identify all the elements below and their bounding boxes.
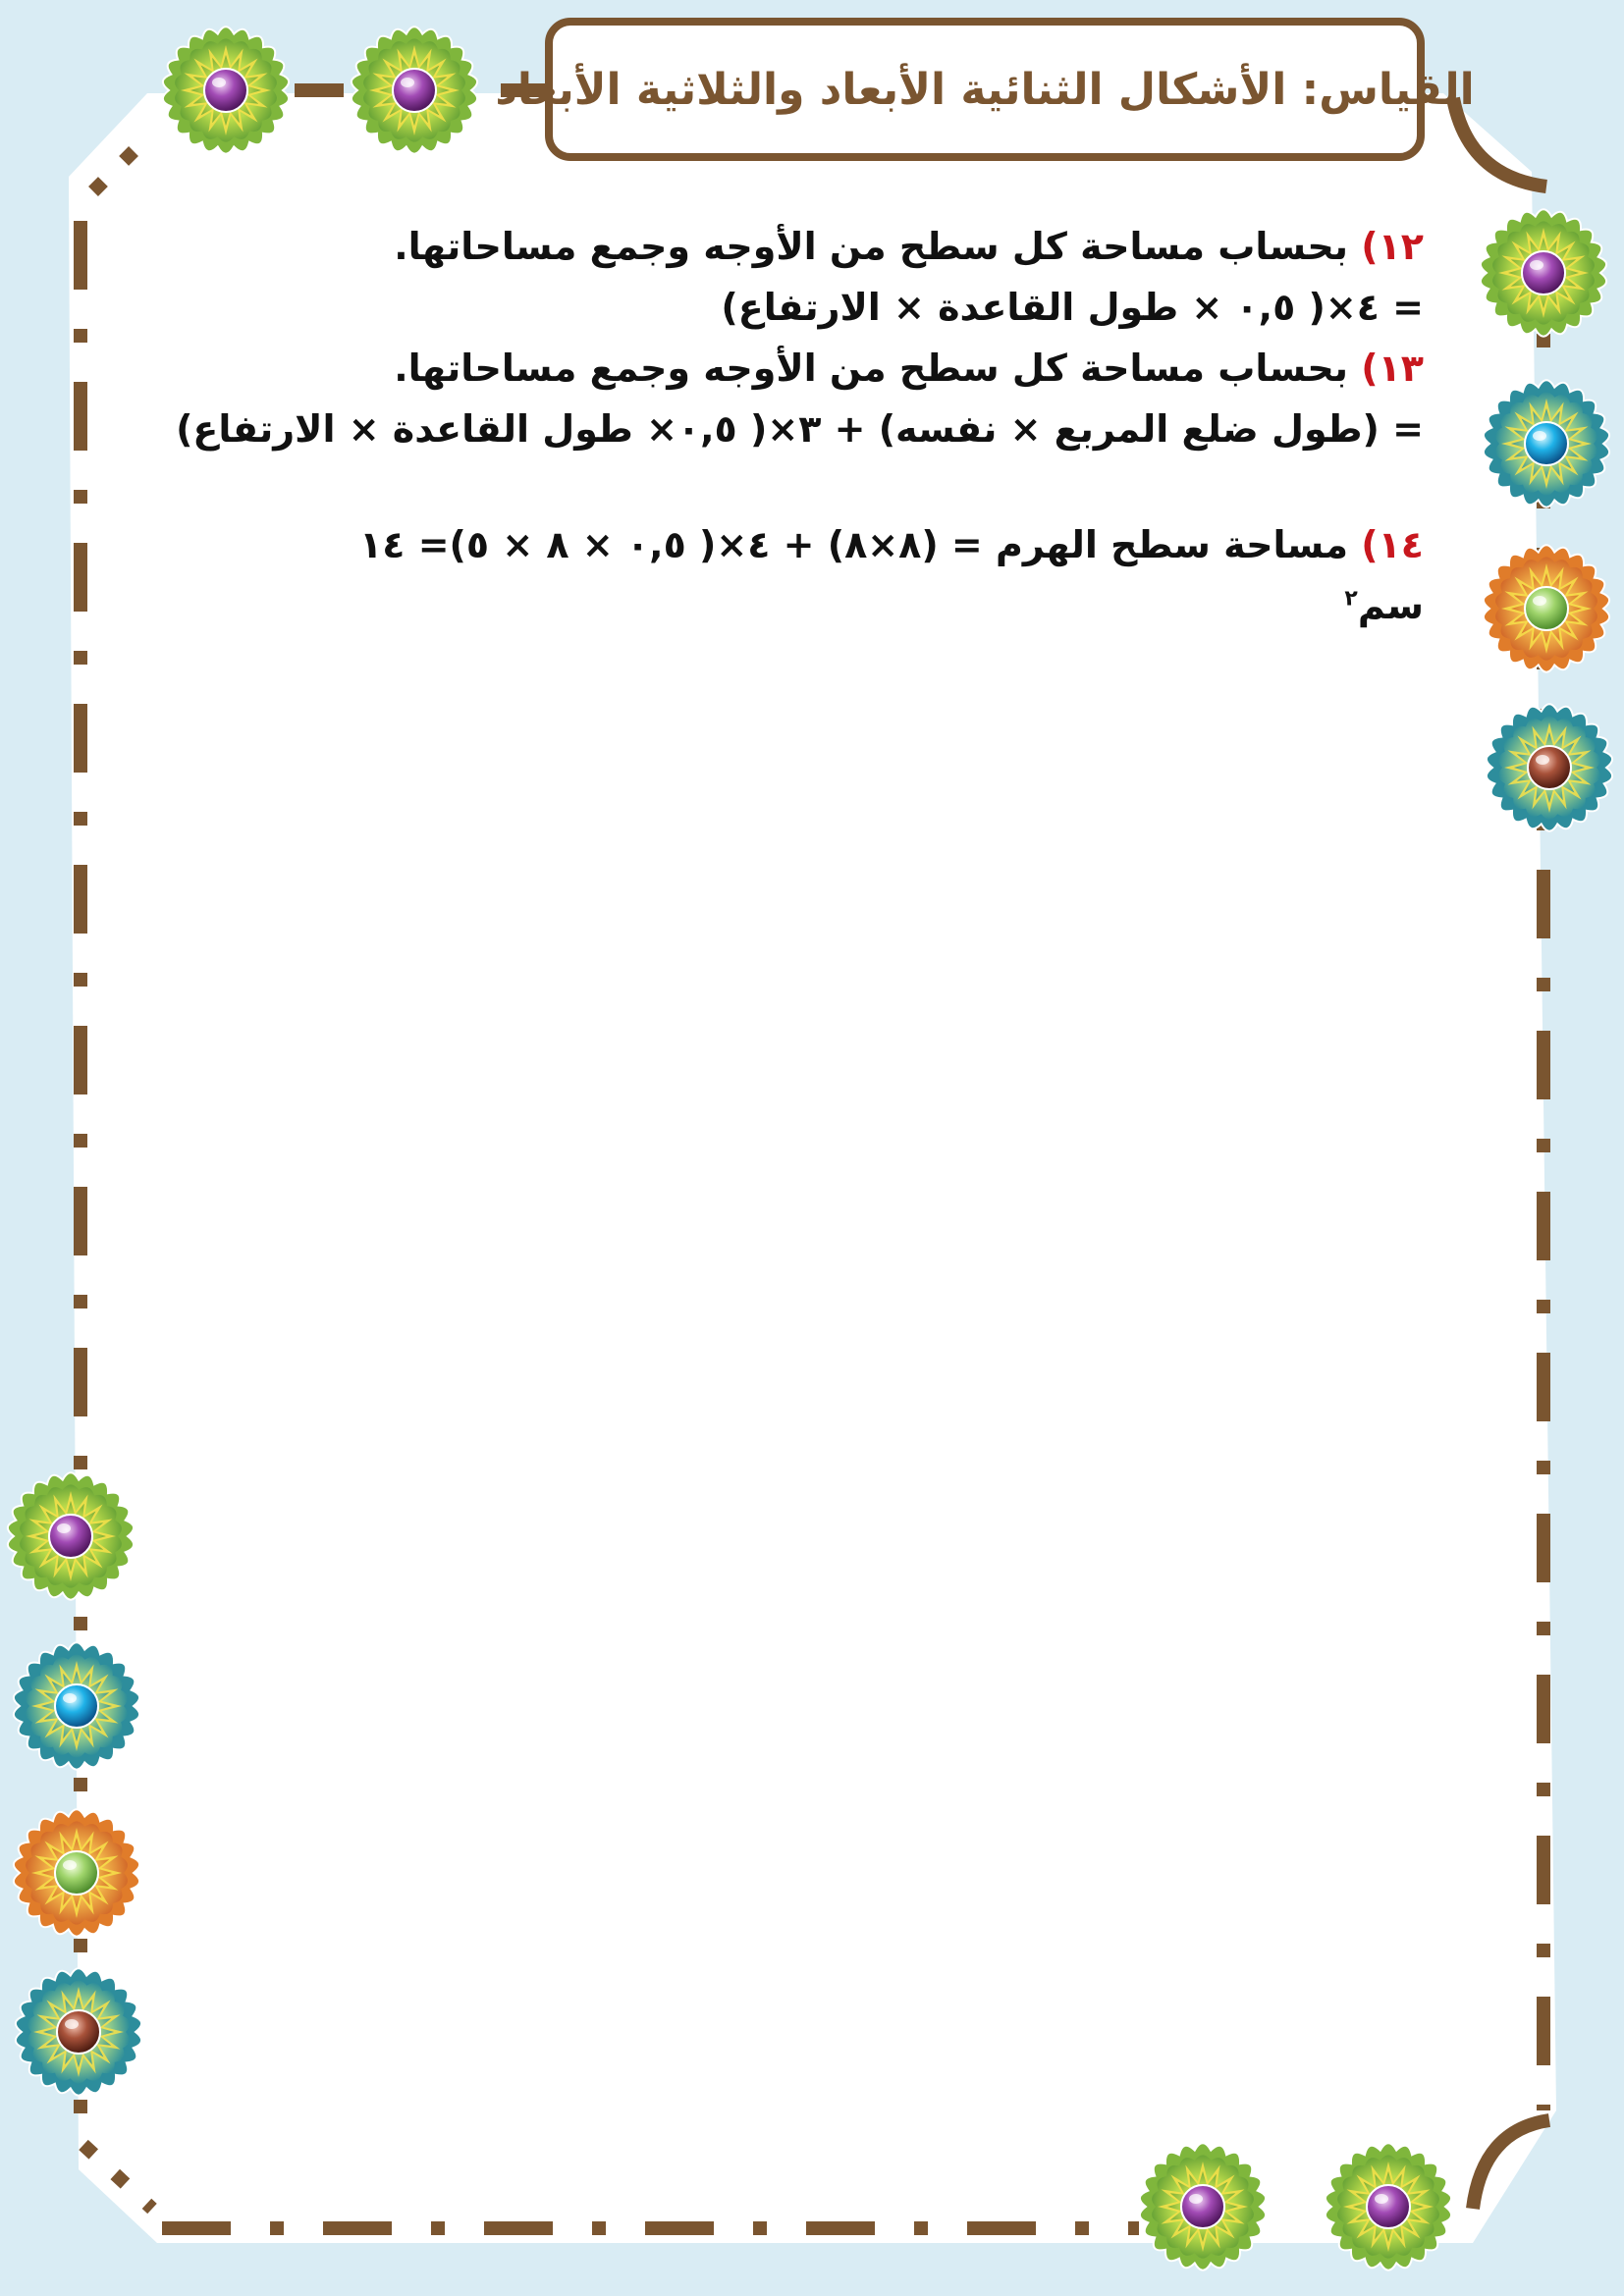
flower-purple-icon [1475,204,1612,342]
flower-purple-icon [1320,2138,1457,2275]
problem-14-unit [196,575,1424,636]
problem-number: ١٢) [1361,225,1424,268]
page-title: القياس: الأشكال الثنائية الأبعاد والثلاثية الأبعاد [495,64,1475,115]
problem-number: ١٤) [1361,523,1424,566]
problem-13-method [196,338,1424,399]
method-text: بحساب مساحة كل سطح من الأوجه وجمع مساحاتها. [394,225,1348,268]
problem-14-answer [196,514,1424,575]
method-text: بحساب مساحة كل سطح من الأوجه وجمع مساحاتها. [394,347,1348,390]
flower-brown-icon [10,1963,147,2101]
unit-text: سم [1357,584,1424,627]
problem-12-formula: = ٤×( ٠,٥ × طول القاعدة × الارتفاع) [721,286,1424,329]
flower-purple-icon [2,1468,139,1605]
spacer [196,459,1424,514]
flower-green-icon [1478,540,1615,677]
flower-blue-icon [8,1637,145,1775]
flower-green-icon [8,1804,145,1942]
problem-number: ١٣) [1361,347,1424,390]
solutions-content [176,216,1424,636]
flower-blue-icon [1478,375,1615,512]
flower-brown-icon [1481,699,1618,836]
problem-13-formula: = (طول ضلع المربع × نفسه) + ٣×( ٠,٥× طول القاعدة × الارتفاع) [176,407,1424,451]
flower-purple-icon [346,22,483,159]
problem-12-method [196,216,1424,277]
flower-purple-icon [157,22,295,159]
answer-text: مساحة سطح الهرم = (٨×٨) + ٤×( ٠,٥ × ٨ × ٥)= ١٤ [359,523,1348,566]
flower-purple-icon [1134,2138,1272,2275]
title-box [495,18,1475,161]
unit-exponent: ٢ [1344,586,1358,612]
